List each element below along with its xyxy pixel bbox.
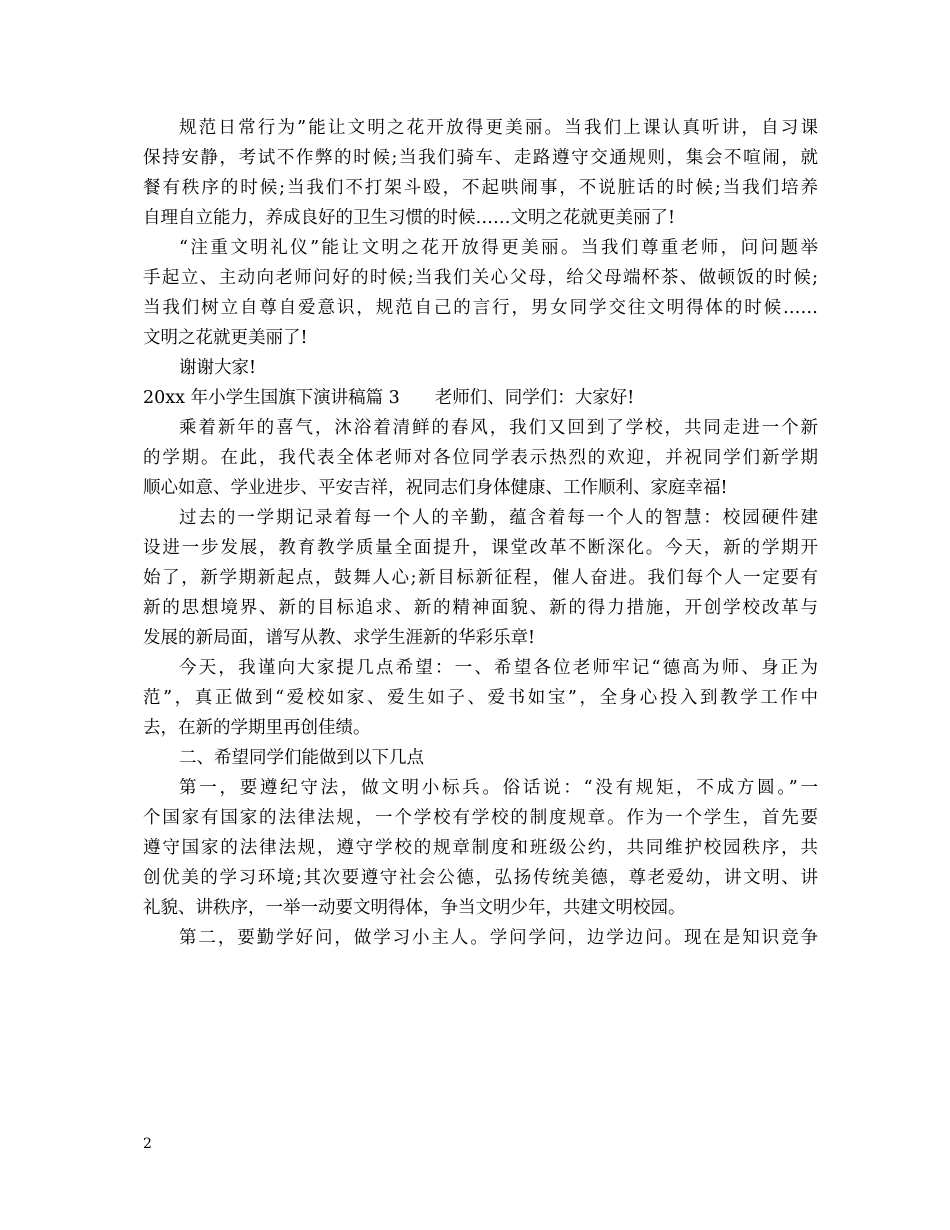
text-line: 手起立、主动向老师问好的时候;当我们关心父母，给父母端杯茶、做顿饭的时候; — [143, 268, 818, 288]
text-line: 去，在新的学期里再创佳绩。 — [143, 718, 371, 738]
text-line: 餐有秩序的时候;当我们不打架斗殴，不起哄闹事，不说脏话的时候;当我们培养 — [143, 178, 818, 198]
text-line: 20xx 年小学生国旗下演讲稿篇 3 老师们、同学们：大家好! — [143, 388, 635, 408]
text-line: 第二，要勤学好问，做学习小主人。学问学问，边学边问。现在是知识竞争 — [179, 928, 818, 948]
text-line: “注重文明礼仪”能让文明之花开放得更美丽。当我们尊重老师，问问题举 — [179, 238, 818, 258]
text-line: 设进一步发展，教育教学质量全面提升，课堂改革不断深化。今天，新的学期开 — [143, 538, 818, 558]
text-line: 过去的一学期记录着每一个人的辛勤，蕴含着每一个人的智慧：校园硬件建 — [179, 508, 818, 528]
text-line: 范”，真正做到“爱校如家、爱生如子、爱书如宝”，全身心投入到教学工作中 — [143, 688, 818, 708]
text-line: 始了，新学期新起点，鼓舞人心;新目标新征程，催人奋进。我们每个人一定要有 — [143, 568, 818, 588]
text-line: 第一，要遵纪守法，做文明小标兵。俗话说：“没有规矩，不成方圆。”一 — [179, 778, 818, 798]
text-line: 发展的新局面，谱写从教、求学生涯新的华彩乐章! — [143, 628, 536, 648]
text-line: 规范日常行为”能让文明之花开放得更美丽。当我们上课认真听讲，自习课 — [179, 118, 818, 138]
text-line: 遵守国家的法律法规，遵守学校的规章制度和班级公约，共同维护校园秩序，共 — [143, 838, 818, 858]
text-line: 自理自立能力，养成良好的卫生习惯的时候……文明之花就更美丽了! — [143, 208, 676, 228]
document-body — [143, 113, 818, 953]
text-line: 文明之花就更美丽了! — [143, 328, 308, 348]
text-line: 个国家有国家的法律法规，一个学校有学校的制度规章。作为一个学生，首先要 — [143, 808, 818, 828]
text-line: 新的思想境界、新的目标追求、新的精神面貌、新的得力措施，开创学校改革与 — [143, 598, 818, 618]
text-line: 顺心如意、学业进步、平安吉祥，祝同志们身体健康、工作顺利、家庭幸福! — [143, 478, 728, 498]
text-line: 乘着新年的喜气，沐浴着清鲜的春风，我们又回到了学校，共同走进一个新 — [179, 418, 818, 438]
text-line: 礼貌、讲秩序，一举一动要文明得体，争当文明少年，共建文明校园。 — [143, 898, 686, 918]
page-number: 2 — [143, 1136, 152, 1152]
text-line: 二、希望同学们能做到以下几点 — [179, 748, 424, 768]
text-line: 的学期。在此，我代表全体老师对各位同学表示热烈的欢迎，并祝同学们新学期 — [143, 448, 818, 468]
text-line: 当我们树立自尊自爱意识，规范自己的言行，男女同学交往文明得体的时候…… — [143, 298, 818, 318]
text-line: 保持安静，考试不作弊的时候;当我们骑车、走路遵守交通规则，集会不喧闹，就 — [143, 148, 818, 168]
text-line: 今天，我谨向大家提几点希望：一、希望各位老师牢记“德高为师、身正为 — [179, 658, 818, 678]
text-line: 创优美的学习环境;其次要遵守社会公德，弘扬传统美德，尊老爱幼，讲文明、讲 — [143, 868, 818, 888]
text-line: 谢谢大家! — [179, 358, 257, 378]
